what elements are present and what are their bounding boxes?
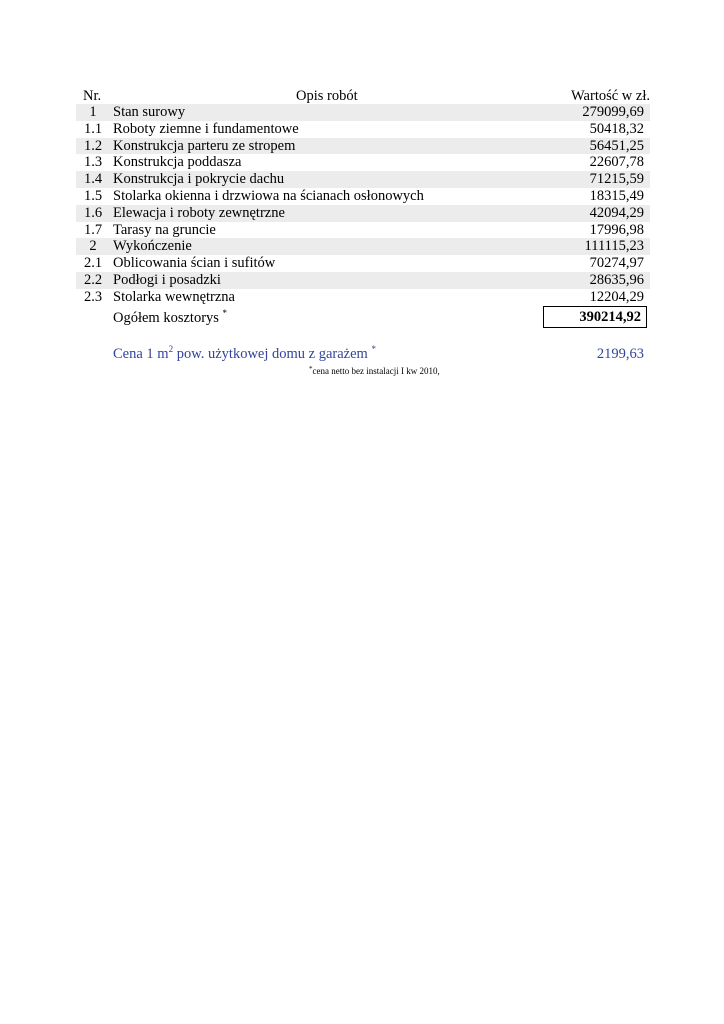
total-value-box [543, 306, 647, 328]
row-nr: 1 [89, 104, 97, 120]
row-opis: Elewacja i roboty zewnętrzne [113, 204, 285, 221]
total-label-text: Ogółem kosztorys [113, 310, 219, 326]
row-value: 111115,23 [584, 238, 644, 255]
row-opis: Stan surowy [113, 104, 186, 120]
footnote-text: cena netto bez instalacji I kw 2010, [312, 366, 440, 376]
row-value: 70274,97 [589, 255, 644, 272]
table-row [76, 255, 650, 272]
table-row [76, 121, 650, 138]
table-row [76, 289, 650, 306]
row-value: 56451,25 [589, 137, 644, 154]
row-nr: 2.2 [83, 271, 103, 288]
row-nr: 1.6 [83, 204, 103, 221]
table-row [76, 154, 650, 171]
row-opis: Oblicowania ścian i sufitów [113, 255, 276, 272]
table-row [76, 188, 650, 205]
row-opis: Konstrukcja parteru ze stropem [113, 137, 296, 154]
total-marker: * [222, 308, 228, 318]
row-nr: 1.3 [83, 154, 103, 171]
row-value: 279099,69 [582, 104, 644, 120]
row-nr: 1.1 [83, 120, 103, 137]
row-value: 22607,78 [589, 154, 644, 171]
price-label-sup: 2 [168, 344, 174, 354]
row-nr: 2.1 [83, 255, 103, 272]
row-nr: 2.3 [83, 288, 103, 305]
row-opis: Roboty ziemne i fundamentowe [113, 120, 299, 137]
header-opis: Opis robót [296, 88, 358, 104]
row-opis: Konstrukcja poddasza [113, 154, 242, 171]
footnote-marker: * [309, 365, 313, 373]
row-value: 17996,98 [589, 221, 644, 238]
row-nr: 1.7 [83, 221, 103, 238]
table-row [76, 272, 650, 289]
table-row [76, 138, 650, 155]
table-row [76, 171, 650, 188]
price-per-m2-label [113, 346, 376, 363]
row-value: 18315,49 [589, 187, 644, 204]
total-label [113, 310, 227, 327]
row-nr: 1.4 [83, 171, 103, 188]
footnote [309, 365, 440, 377]
header-nr: Nr. [83, 88, 102, 104]
row-value: 71215,59 [589, 171, 644, 188]
total-value: 390214,92 [579, 309, 641, 325]
row-opis: Tarasy na gruncie [113, 221, 216, 238]
row-opis: Stolarka wewnętrzna [113, 288, 235, 305]
price-label-part2: pow. użytkowej domu z garażem [173, 346, 368, 362]
price-label-part1: Cena 1 m [113, 346, 169, 362]
row-nr: 1.5 [83, 187, 103, 204]
table-row [76, 238, 650, 255]
row-opis: Stolarka okienna i drzwiowa na ścianach osłonowych [113, 187, 424, 204]
row-nr: 2 [89, 238, 97, 255]
row-opis: Konstrukcja i pokrycie dachu [113, 171, 285, 188]
price-marker: * [371, 344, 376, 354]
row-opis: Podłogi i posadzki [113, 271, 221, 288]
table-header [76, 88, 650, 105]
table-row [76, 222, 650, 239]
row-value: 50418,32 [589, 120, 644, 137]
header-wartosc: Wartość w zł. [571, 88, 650, 104]
table-row [76, 205, 650, 222]
row-nr: 1.2 [83, 137, 103, 154]
cost-table-body [76, 104, 650, 306]
row-value: 28635,96 [589, 271, 644, 288]
row-value: 12204,29 [589, 288, 644, 305]
table-row [76, 104, 650, 121]
price-per-m2-value: 2199,63 [596, 346, 644, 362]
row-opis: Wykończenie [113, 238, 192, 255]
row-value: 42094,29 [589, 204, 644, 221]
